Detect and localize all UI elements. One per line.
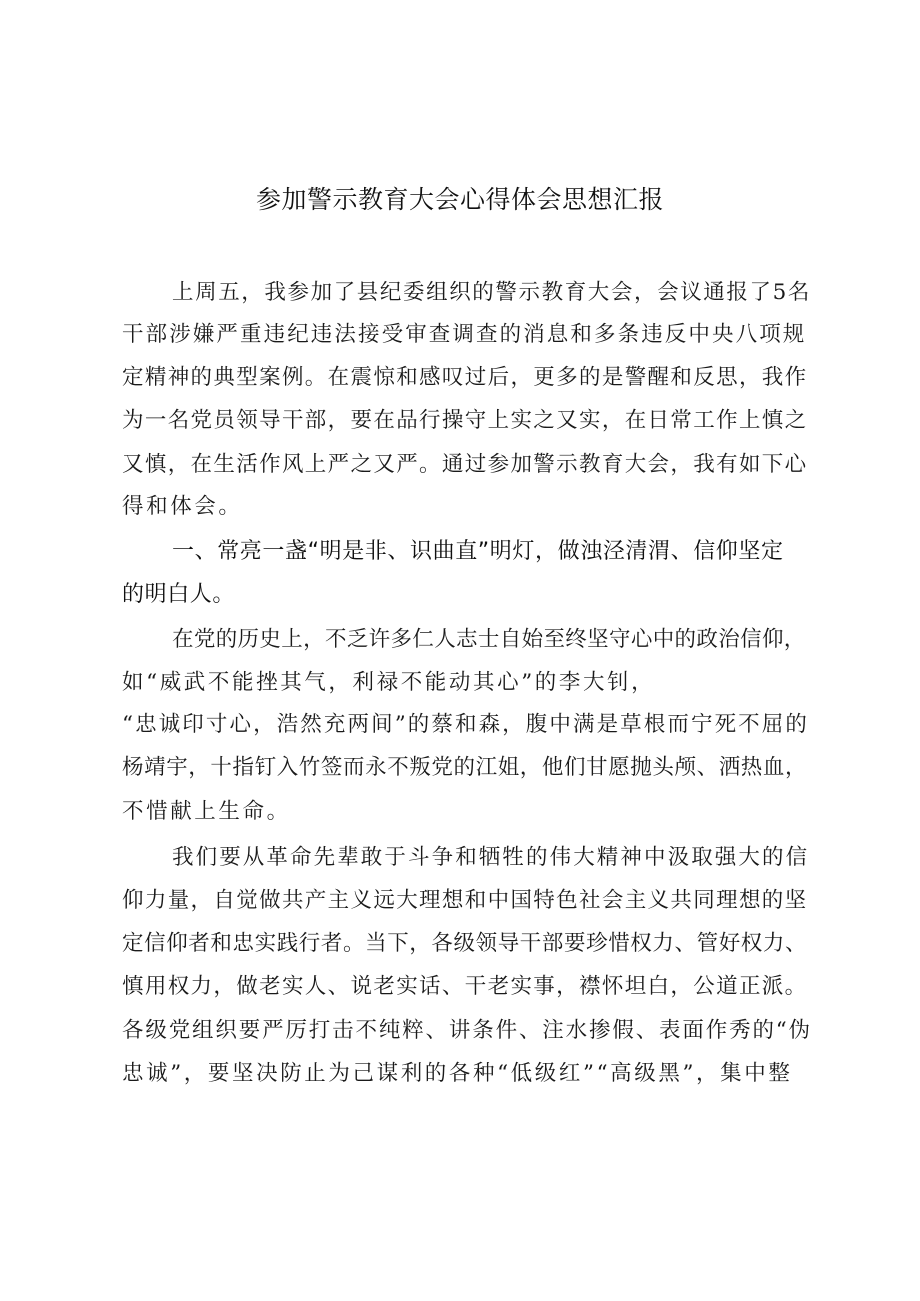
paragraph-1-line-6: 得和体会。 <box>122 494 243 519</box>
paragraph-2-line-4: 杨靖宇，十指钉入竹签而永不叛党的江姐，他们甘愿抛头颅、洒热血， <box>122 755 808 780</box>
paragraph-2-line-1: 在党的历史上，不乏许多仁人志士自始至终坚守心中的政治信仰， <box>172 627 806 652</box>
paragraph-2-line-5: 不惜献上生命。 <box>122 799 291 824</box>
paragraph-1-line-3: 定精神的典型案例。在震惊和感叹过后，更多的是警醒和反思，我作 <box>122 365 808 390</box>
paragraph-3-line-3: 定信仰者和忠实践行者。当下，各级领导干部要珍惜权力、管好权力、 <box>122 931 808 956</box>
paragraph-1-line-1: 上周五，我参加了县纪委组织的警示教育大会，会议通报了5名 <box>172 280 811 305</box>
paragraph-3-line-4: 慎用权力，做老实人、说老实话、干老实事，襟怀坦白，公道正派。 <box>122 974 808 999</box>
paragraph-1-line-4: 为一名党员领导干部，要在品行操守上实之又实，在日常工作上慎之 <box>122 408 808 433</box>
paragraph-3-line-6: 忠诚”，要坚决防止为己谋利的各种“低级红”“高级黑”，集中整 <box>122 1061 793 1086</box>
paragraph-3-line-1: 我们要从革命先辈敢于斗争和牺牲的伟大精神中汲取强大的信 <box>172 845 810 870</box>
paragraph-2-line-2: 如“威武不能挫其气，利禄不能动其心”的李大钊， <box>122 670 656 695</box>
paragraph-1-line-5: 又慎，在生活作风上严之又严。通过参加警示教育大会，我有如下心 <box>122 452 808 477</box>
section-heading-line-2: 的明白人。 <box>122 582 236 607</box>
section-heading-line-1: 一、常亮一盏“明是非、识曲直”明灯，做浊泾清渭、信仰坚定 <box>172 539 784 564</box>
paragraph-1-line-2: 干部涉嫌严重违纪违法接受审查调查的消息和多条违反中央八项规 <box>122 322 807 347</box>
paragraph-3-line-2: 仰力量，自觉做共产主义远大理想和中国特色社会主义共同理想的坚 <box>122 888 808 913</box>
document-title: 参加警示教育大会心得体会思想汇报 <box>255 185 664 214</box>
paragraph-2-line-3: “忠诚印寸心，浩然充两间”的蔡和森，腹中满是草根而宁死不屈的 <box>122 712 809 737</box>
paragraph-3-line-5: 各级党组织要严厉打击不纯粹、讲条件、注水掺假、表面作秀的“伪 <box>122 1018 812 1043</box>
